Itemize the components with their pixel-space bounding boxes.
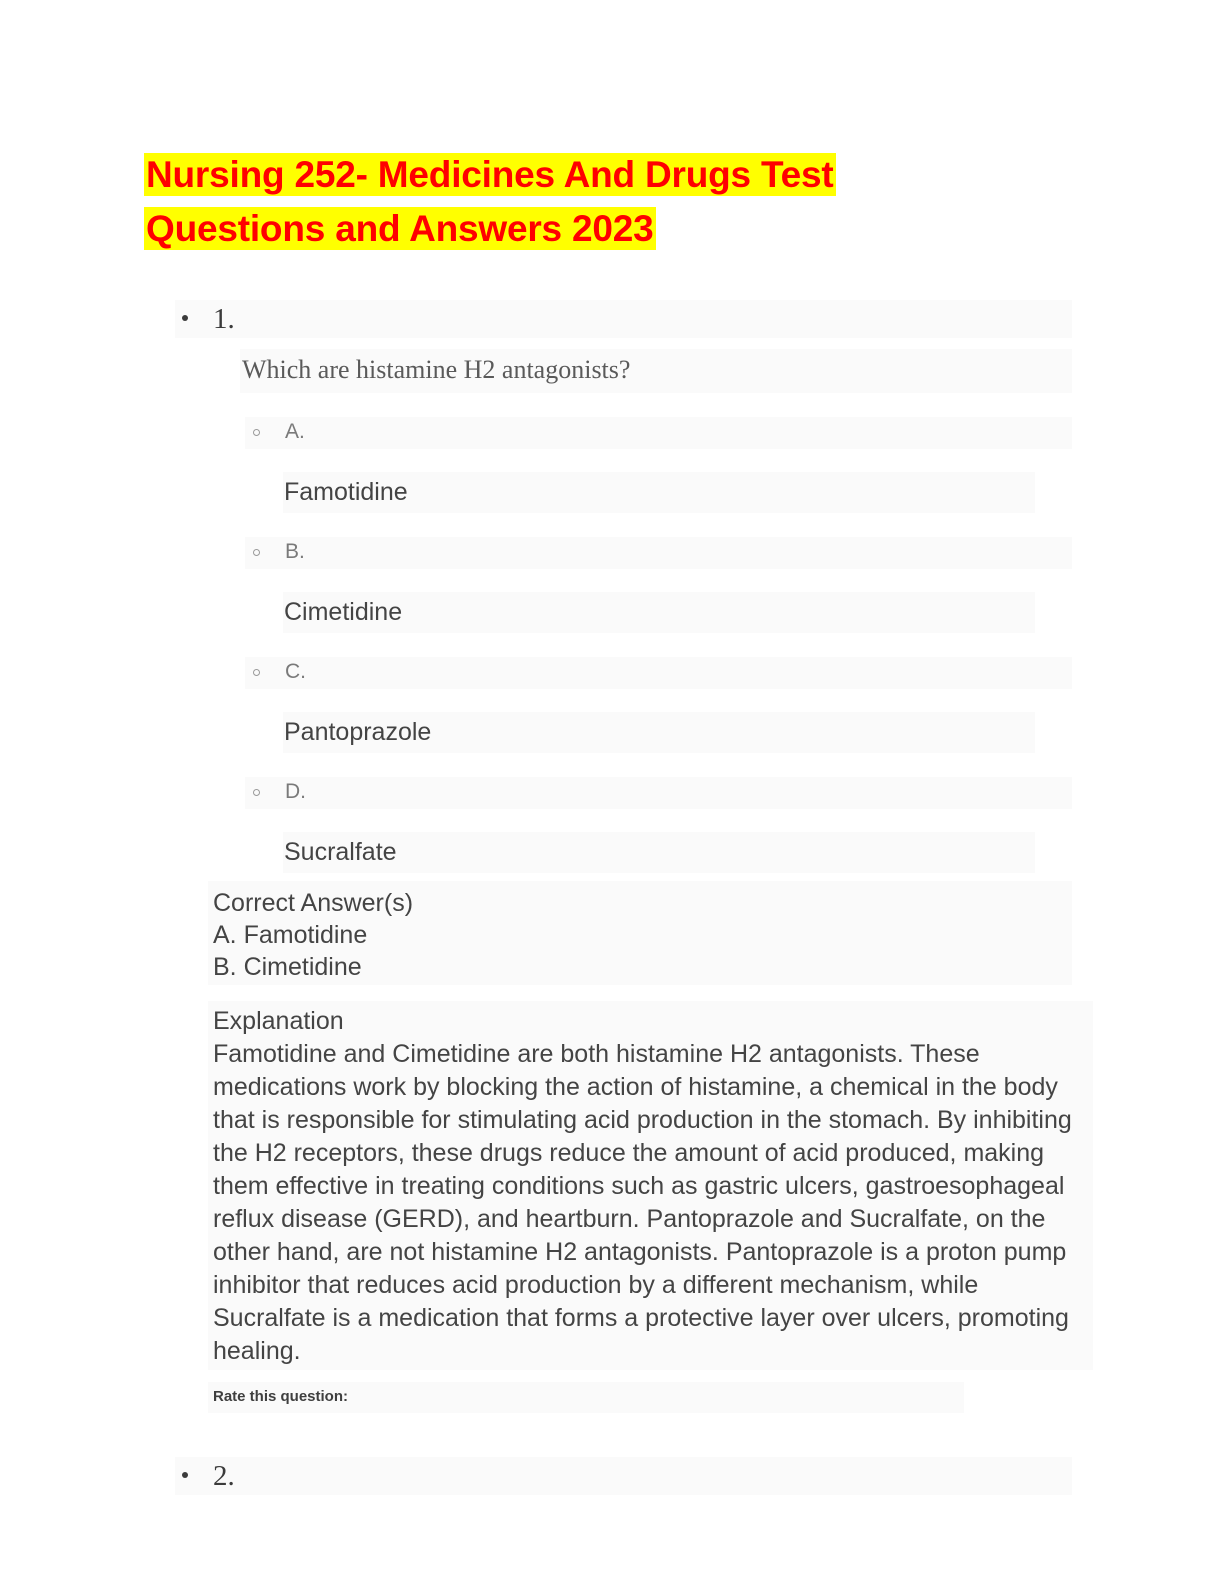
circle-bullet-icon (253, 789, 260, 796)
option-text-b[interactable]: Cimetidine (283, 592, 1035, 633)
question-list (0, 300, 1224, 1495)
list-bullet-icon (182, 315, 188, 321)
correct-answer-heading: Correct Answer(s) (213, 889, 414, 917)
page-title-line-1: Nursing 252- Medicines And Drugs Test (146, 154, 834, 195)
circle-bullet-icon (253, 429, 260, 436)
list-bullet-icon (182, 1472, 188, 1478)
explanation-block (208, 1001, 1093, 1370)
option-letter-d: D. (285, 780, 306, 803)
option-letter-row-c[interactable] (245, 657, 1072, 689)
rate-question-label[interactable]: Rate this question: (208, 1382, 964, 1413)
option-letter-row-a[interactable] (245, 417, 1072, 449)
explanation-body: Famotidine and Cimetidine are both histamine H2 antagonists. These medications work by blocking the action of histamine, a chemical in the body that is responsible for stimulating acid production in the stomach. By inhibiting the H2 receptors, these drugs reduce the amount of acid produced, making them effective in treating conditions such as gastric ulcers, gastroesophageal reflux disease (GERD), and heartburn. Pantoprazole and Sucralfate, on the other hand, are not histamine H2 antagonists. Pantoprazole is a proton pump inhibitor that reduces acid production by a different mechanism, while Sucralfate is a medication that forms a protective layer over ulcers, promoting healing. (213, 1040, 1072, 1365)
question-number: 2. (213, 1460, 235, 1492)
option-letter-c: C. (285, 660, 306, 683)
option-text-d[interactable]: Sucralfate (283, 832, 1035, 873)
option-letter-b: B. (285, 540, 305, 563)
option-letter-a: A. (285, 420, 305, 443)
question-number: 1. (213, 303, 235, 335)
option-text-c[interactable]: Pantoprazole (283, 712, 1035, 753)
explanation-heading: Explanation (213, 1007, 344, 1035)
page-title-line-2: Questions and Answers 2023 (146, 208, 654, 249)
correct-answer-item: A. Famotidine (213, 921, 368, 949)
question-number-row (175, 1457, 1072, 1495)
option-letter-row-d[interactable] (245, 777, 1072, 809)
question-item-1 (0, 300, 1224, 1413)
circle-bullet-icon (253, 549, 260, 556)
correct-answer-item: B. Cimetidine (213, 953, 362, 981)
question-stem: Which are histamine H2 antagonists? (240, 349, 1072, 393)
option-letter-row-b[interactable] (245, 537, 1072, 569)
page-title (144, 148, 974, 256)
correct-answer-block (208, 881, 1072, 985)
option-text-a[interactable]: Famotidine (283, 472, 1035, 513)
question-number-row (175, 300, 1072, 338)
circle-bullet-icon (253, 669, 260, 676)
question-item-2 (0, 1457, 1224, 1495)
